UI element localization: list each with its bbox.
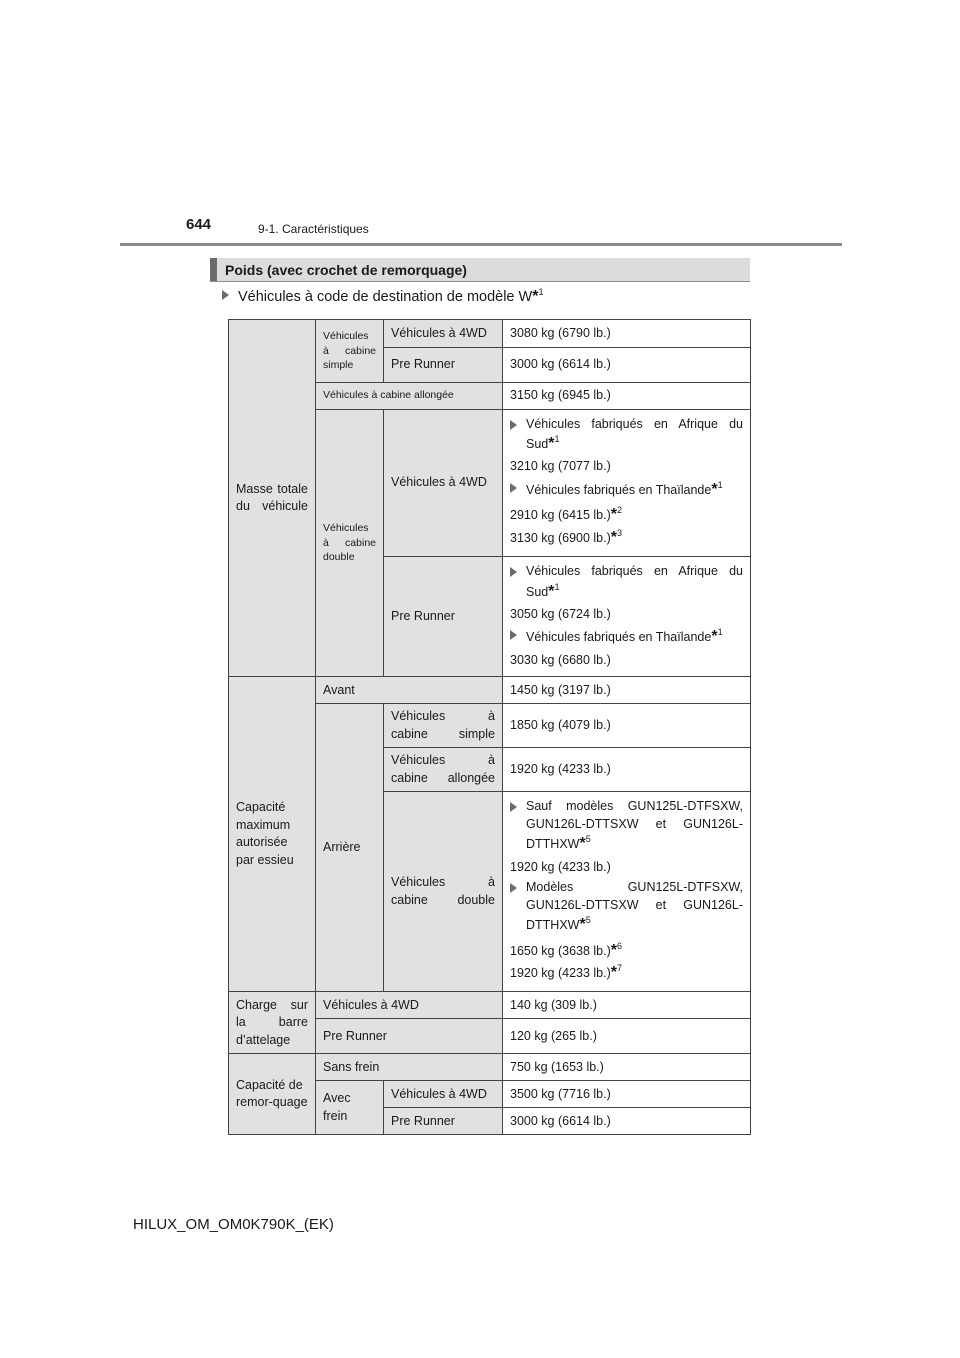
gvm-single-cab-label: Véhicules à cabine simple: [316, 320, 384, 383]
hitch-4wd-label: Véhicules à 4WD: [316, 992, 503, 1019]
gvm-double-cab-label: Véhicules à cabine double: [316, 409, 384, 677]
axle-rear-single-value: 1850 kg (4079 lb.): [503, 704, 751, 748]
towing-nobrake-value: 750 kg (1653 lb.): [503, 1054, 751, 1081]
gvm-double-4wd-label: Véhicules à 4WD: [384, 409, 503, 557]
gvm-double-prerunner-values: [503, 557, 751, 677]
subheading-text: Véhicules à code de destination de modèle W: [238, 289, 533, 305]
gvm-label: Masse totale du véhicule: [229, 320, 316, 677]
footnote-ref: 1: [538, 287, 544, 297]
page-number: 644: [186, 216, 212, 233]
section-heading: Poids (avec crochet de remorquage): [225, 262, 467, 278]
value: 2910 kg (6415 lb.)*$^2$ 3130 kg (6900 lb.)*$^3$: [510, 505, 623, 546]
bullet-triangle-icon: [510, 883, 517, 893]
axle-rear-single-label: Véhicules à cabine simple: [384, 704, 503, 748]
footer-document-code: HILUX_OM_OM0K790K_(EK): [133, 1216, 334, 1233]
list-item: Modèles GUN125L-DTFSXW, GUN126L-DTTSXW et GUN126L-DTTHXW*$^5$: [510, 879, 743, 936]
gvm-single-4wd-label: Véhicules à 4WD: [384, 320, 503, 348]
section-title: 9-1. Caractéristiques: [258, 222, 369, 236]
bullet-triangle-icon: [510, 483, 517, 493]
towing-brake-4wd-value: 3500 kg (7716 lb.): [503, 1081, 751, 1108]
gvm-double-prerunner-label: Pre Runner: [384, 557, 503, 677]
axle-rear-label: Arrière: [316, 704, 384, 992]
list-item: Véhicules fabriqués en Thaïlande*$^1$: [510, 626, 743, 648]
gvm-double-4wd-values: [503, 409, 751, 557]
towing-label: Capacité de remor-quage: [229, 1054, 316, 1135]
gvm-extra-cab-value: 3150 kg (6945 lb.): [503, 383, 751, 410]
list-item: Véhicules fabriqués en Thaïlande*$^1$: [510, 479, 743, 501]
list-item: Véhicules fabriqués en Afrique du Sud*$^1$: [510, 416, 743, 456]
axle-front-value: 1450 kg (3197 lb.): [503, 677, 751, 704]
bullet-triangle-icon: [510, 802, 517, 812]
axle-rear-double-label: Véhicules à cabine double: [384, 792, 503, 992]
heading-accent: [210, 258, 217, 281]
towing-brake-prerunner-label: Pre Runner: [384, 1108, 503, 1135]
axle-rear-extra-label: Véhicules à cabine allongée: [384, 748, 503, 792]
towing-brake-4wd-label: Véhicules à 4WD: [384, 1081, 503, 1108]
hitch-prerunner-value: 120 kg (265 lb.): [503, 1019, 751, 1054]
axle-label: Capacité maximum autorisée par essieu: [229, 677, 316, 992]
hitch-prerunner-label: Pre Runner: [316, 1019, 503, 1054]
hitch-4wd-value: 140 kg (309 lb.): [503, 992, 751, 1019]
gvm-single-prerunner-value: 3000 kg (6614 lb.): [503, 348, 751, 383]
gvm-extra-cab-label: Véhicules à cabine allongée: [316, 383, 503, 410]
section-heading-bar: [210, 258, 750, 282]
hitch-label: Charge sur la barre d’attelage: [229, 992, 316, 1054]
axle-front-label: Avant: [316, 677, 503, 704]
subheading: [222, 288, 543, 306]
list-item: Véhicules fabriqués en Afrique du Sud*$^1$: [510, 563, 743, 603]
towing-brake-label: Avec frein: [316, 1081, 384, 1135]
axle-rear-extra-value: 1920 kg (4233 lb.): [503, 748, 751, 792]
bullet-triangle-icon: [510, 567, 517, 577]
bullet-triangle-icon: [222, 290, 229, 300]
weights-table: [228, 319, 751, 1135]
value: 1650 kg (3638 lb.)*$^6$ 1920 kg (4233 lb.)*$^7$: [510, 940, 623, 982]
bullet-triangle-icon: [510, 630, 517, 640]
axle-rear-double-values: [503, 792, 751, 992]
value: 3030 kg (6680 lb.): [510, 652, 611, 667]
value: 3050 kg (6724 lb.): [510, 606, 611, 621]
gvm-single-4wd-value: 3080 kg (6790 lb.): [503, 320, 751, 348]
towing-brake-prerunner-value: 3000 kg (6614 lb.): [503, 1108, 751, 1135]
gvm-single-prerunner-label: Pre Runner: [384, 348, 503, 383]
towing-nobrake-label: Sans frein: [316, 1054, 503, 1081]
header-rule: [120, 243, 842, 246]
footnote-star-icon: *: [532, 288, 539, 305]
list-item: Sauf modèles GUN125L-DTFSXW, GUN126L-DTTSXW et GUN126L-DTTHXW*$^5$: [510, 798, 743, 855]
value: 3210 kg (7077 lb.): [510, 459, 611, 474]
value: 1920 kg (4233 lb.): [510, 859, 611, 874]
bullet-triangle-icon: [510, 420, 517, 430]
